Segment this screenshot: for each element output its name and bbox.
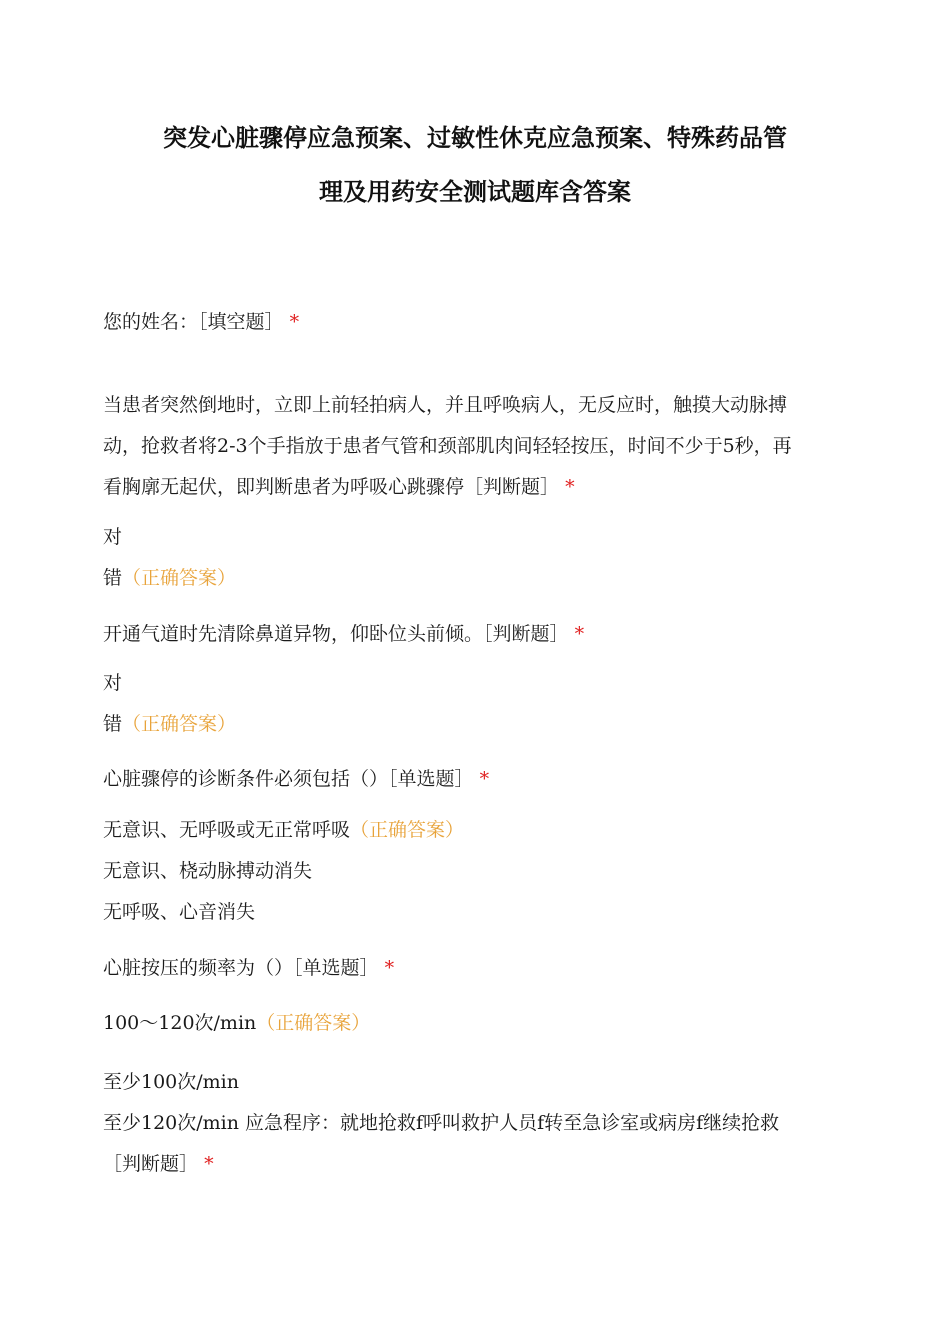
required-mark: *	[384, 957, 395, 979]
option-a[interactable]	[103, 818, 464, 842]
option-label: 错	[103, 713, 123, 735]
option-false[interactable]	[103, 566, 236, 590]
question-2-line-1: 当患者突然倒地时，立即上前轻拍病人，并且呼唤病人，无反应时，触摸大动脉搏	[103, 394, 788, 416]
document-title-line-2: 理及用药安全测试题库含答案	[319, 178, 631, 206]
correct-answer-badge: （正确答案）	[122, 567, 237, 589]
option-label: 100〜120次/min	[103, 1012, 257, 1034]
required-mark: *	[204, 1153, 214, 1175]
question-text: 心脏按压的频率为（）［单选题］	[103, 957, 379, 979]
option-b[interactable]: 至少100次/min	[103, 1071, 239, 1093]
question-4	[103, 767, 489, 791]
question-5	[103, 956, 394, 980]
correct-answer-badge: （正确答案）	[122, 713, 237, 735]
option-label: 错	[103, 567, 123, 589]
document-title-line-1: 突发心脏骤停应急预案、过敏性休克应急预案、特殊药品管	[163, 124, 787, 152]
question-2-line-2: 动，抢救者将2-3个手指放于患者气管和颈部肌肉间轻轻按压，时间不少于5秒，再	[103, 435, 792, 457]
question-text: 您的姓名：［填空题］	[103, 311, 284, 333]
required-mark: *	[289, 311, 300, 333]
option-false[interactable]	[103, 712, 236, 736]
option-true[interactable]: 对	[103, 672, 123, 694]
required-mark: *	[574, 623, 585, 645]
option-b[interactable]: 无意识、桡动脉搏动消失	[103, 860, 313, 882]
question-3	[103, 622, 584, 646]
question-name	[103, 310, 299, 334]
question-6-line-1: 应急程序：就地抢救f呼叫救护人员f转至急诊室或病房f继续抢救	[245, 1112, 780, 1134]
required-mark: *	[479, 768, 490, 790]
option-label: 无意识、无呼吸或无正常呼吸	[103, 819, 351, 841]
question-text: ［判断题］	[103, 1153, 199, 1175]
option-a[interactable]	[103, 1011, 370, 1035]
question-6-line-2	[103, 1152, 214, 1176]
question-text: 开通气道时先清除鼻道异物，仰卧位头前倾。［判断题］	[103, 623, 569, 645]
correct-answer-badge: （正确答案）	[256, 1012, 371, 1034]
correct-answer-badge: （正确答案）	[350, 819, 465, 841]
option-true[interactable]: 对	[103, 526, 123, 548]
question-2-line-3	[103, 475, 575, 499]
option-c[interactable]: 至少120次/min	[103, 1112, 239, 1134]
question-text: 看胸廓无起伏，即判断患者为呼吸心跳骤停［判断题］	[103, 476, 560, 498]
question-text: 心脏骤停的诊断条件必须包括（）［单选题］	[103, 768, 474, 790]
required-mark: *	[565, 476, 575, 498]
option-c-and-next-question	[103, 1111, 779, 1135]
option-c[interactable]: 无呼吸、心音消失	[103, 901, 256, 923]
